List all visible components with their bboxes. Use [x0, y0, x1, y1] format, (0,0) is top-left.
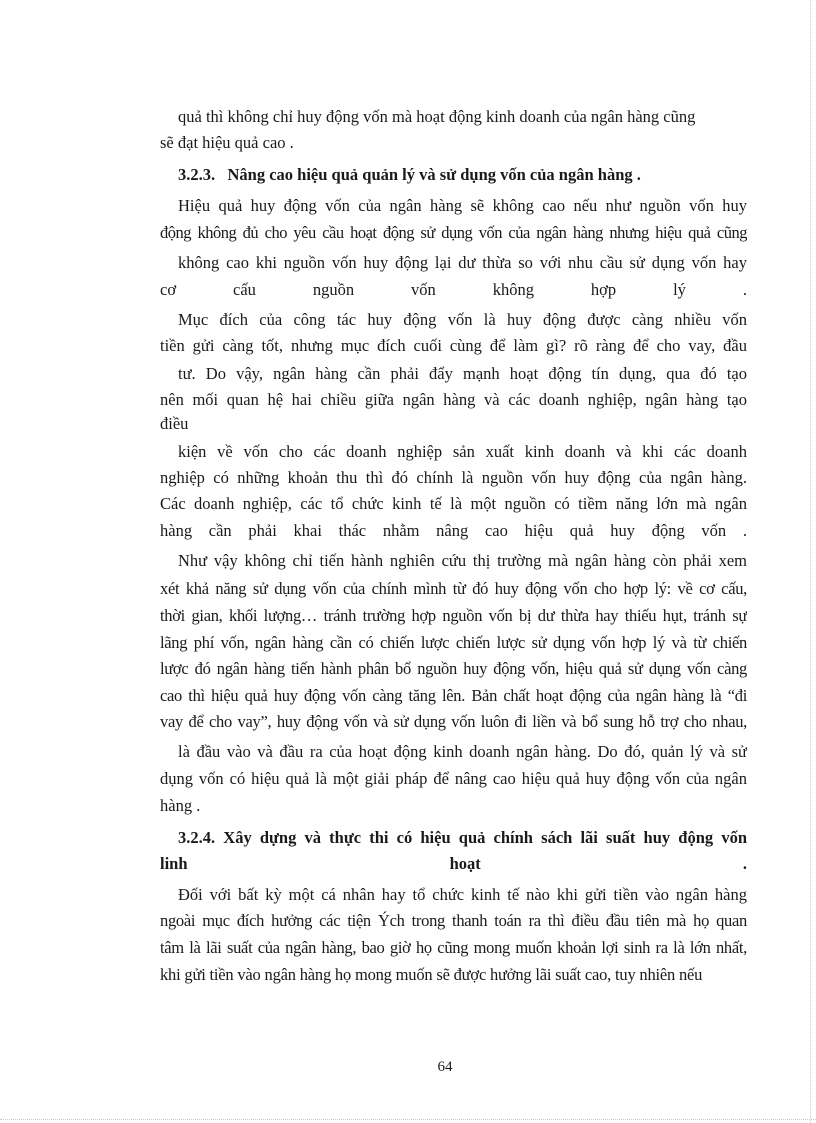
text-line: sẽ đạt hiệu quả cao . — [160, 133, 294, 152]
text-line: thời gian, khối lượng… tránh trường hợp nguồn vốn bị dư thừa hay thiếu hụt, tránh sự — [160, 606, 747, 625]
text-line: nên mối quan hệ hai chiều giữa ngân hàng và các doanh nghiệp, ngân hàng tạo — [160, 390, 747, 409]
text-line: Đối với bất kỳ một cá nhân hay tổ chức kinh tế nào khi gửi tiền vào ngân hàng — [178, 885, 747, 904]
text-line: tiền gửi càng tốt, nhưng mục đích cuối cùng để làm gì? rõ ràng để cho vay, đầu — [160, 336, 747, 355]
text-line: Các doanh nghiệp, các tổ chức kinh tế là một nguồn có tiềm năng lớn mà ngân — [160, 494, 747, 513]
text-line: quả thì không chỉ huy động vốn mà hoạt động kinh doanh của ngân hàng cũng — [178, 107, 696, 126]
section-heading-3-2-3: 3.2.3. Nâng cao hiệu quả quản lý và sử dụng vốn của ngân hàng . — [178, 165, 641, 184]
text-line: kiện về vốn cho các doanh nghiệp sản xuất kinh doanh và khi các doanh — [178, 442, 747, 461]
text-line: Hiệu quả huy động vốn của ngân hàng sẽ không cao nếu như nguồn vốn huy — [178, 196, 747, 215]
text-line: cao thì hiệu quả huy động vốn càng tăng lên. Bản chất hoạt động của ngân hàng là “đi — [160, 686, 747, 705]
text-line: nghiệp có những khoản thu thì đó chính là nguồn vốn huy động của ngân hàng. — [160, 468, 747, 487]
text-line: dụng vốn có hiệu quả là một giải pháp để nâng cao hiệu quả huy động vốn của ngân — [160, 769, 747, 788]
text-line: Như vậy không chỉ tiến hành nghiên cứu thị trường mà ngân hàng còn phải xem — [178, 551, 747, 570]
text-line: hàng cần phải khai thác nhằm nâng cao hiệu quả huy động vốn . — [160, 521, 747, 540]
text-line: cơ cấu nguồn vốn không hợp lý . — [160, 280, 747, 299]
text-line: Mục đích của công tác huy động vốn là huy động được càng nhiều vốn — [178, 310, 747, 329]
text-line: khi gửi tiền vào ngân hàng họ mong muốn sẽ được hưởng lãi suất cao, tuy nhiên nếu — [160, 965, 703, 984]
text-line: là đầu vào và đầu ra của hoạt động kinh doanh ngân hàng. Do đó, quản lý và sử — [178, 742, 747, 761]
text-line: xét khả năng sử dụng vốn của chính mình từ đó huy động vốn cho hợp lý: về cơ cấu, — [160, 579, 747, 598]
page-edge-right — [810, 0, 811, 1123]
text-line: lãng phí vốn, ngân hàng cần có chiến lược chiến lược sử dụng vốn hợp lý và từ chiến — [160, 633, 747, 652]
text-line: vay để cho vay”, huy động vốn và sử dụng vốn luôn đi liền và bổ sung hỗ trợ cho nhau, — [160, 712, 747, 731]
text-line: điều — [160, 414, 189, 433]
text-line: tâm là lãi suất của ngân hàng, bao giờ họ cũng mong muốn khoản lợi sinh ra là lớn nhất, — [160, 938, 747, 957]
text-line: hàng . — [160, 796, 201, 815]
page-number: 64 — [437, 1059, 453, 1075]
text-line: tư. Do vậy, ngân hàng cần phải đẩy mạnh hoạt động tín dụng, qua đó tạo — [178, 364, 747, 383]
page-edge-bottom — [0, 1119, 816, 1120]
text-line: ngoài mục đích hưởng các tiện Ých trong thanh toán ra thì điều đầu tiên mà họ quan — [160, 911, 747, 930]
text-line: động không đủ cho yêu cầu hoạt động sử dụng vốn của ngân hàng nhưng hiệu quả cũng — [160, 223, 747, 242]
section-heading-3-2-4: 3.2.4. Xây dựng và thực thi có hiệu quả chính sách lãi suất huy động vốn — [178, 828, 747, 847]
text-line: không cao khi nguồn vốn huy động lại dư thừa so với nhu cầu sử dụng vốn hay — [178, 253, 747, 272]
section-heading-3-2-4-cont: linh hoạt . — [160, 854, 747, 873]
text-line: lược đó ngân hàng tiến hành phân bổ nguồn huy động vốn, hiệu quả sử dụng vốn càng — [160, 659, 747, 678]
